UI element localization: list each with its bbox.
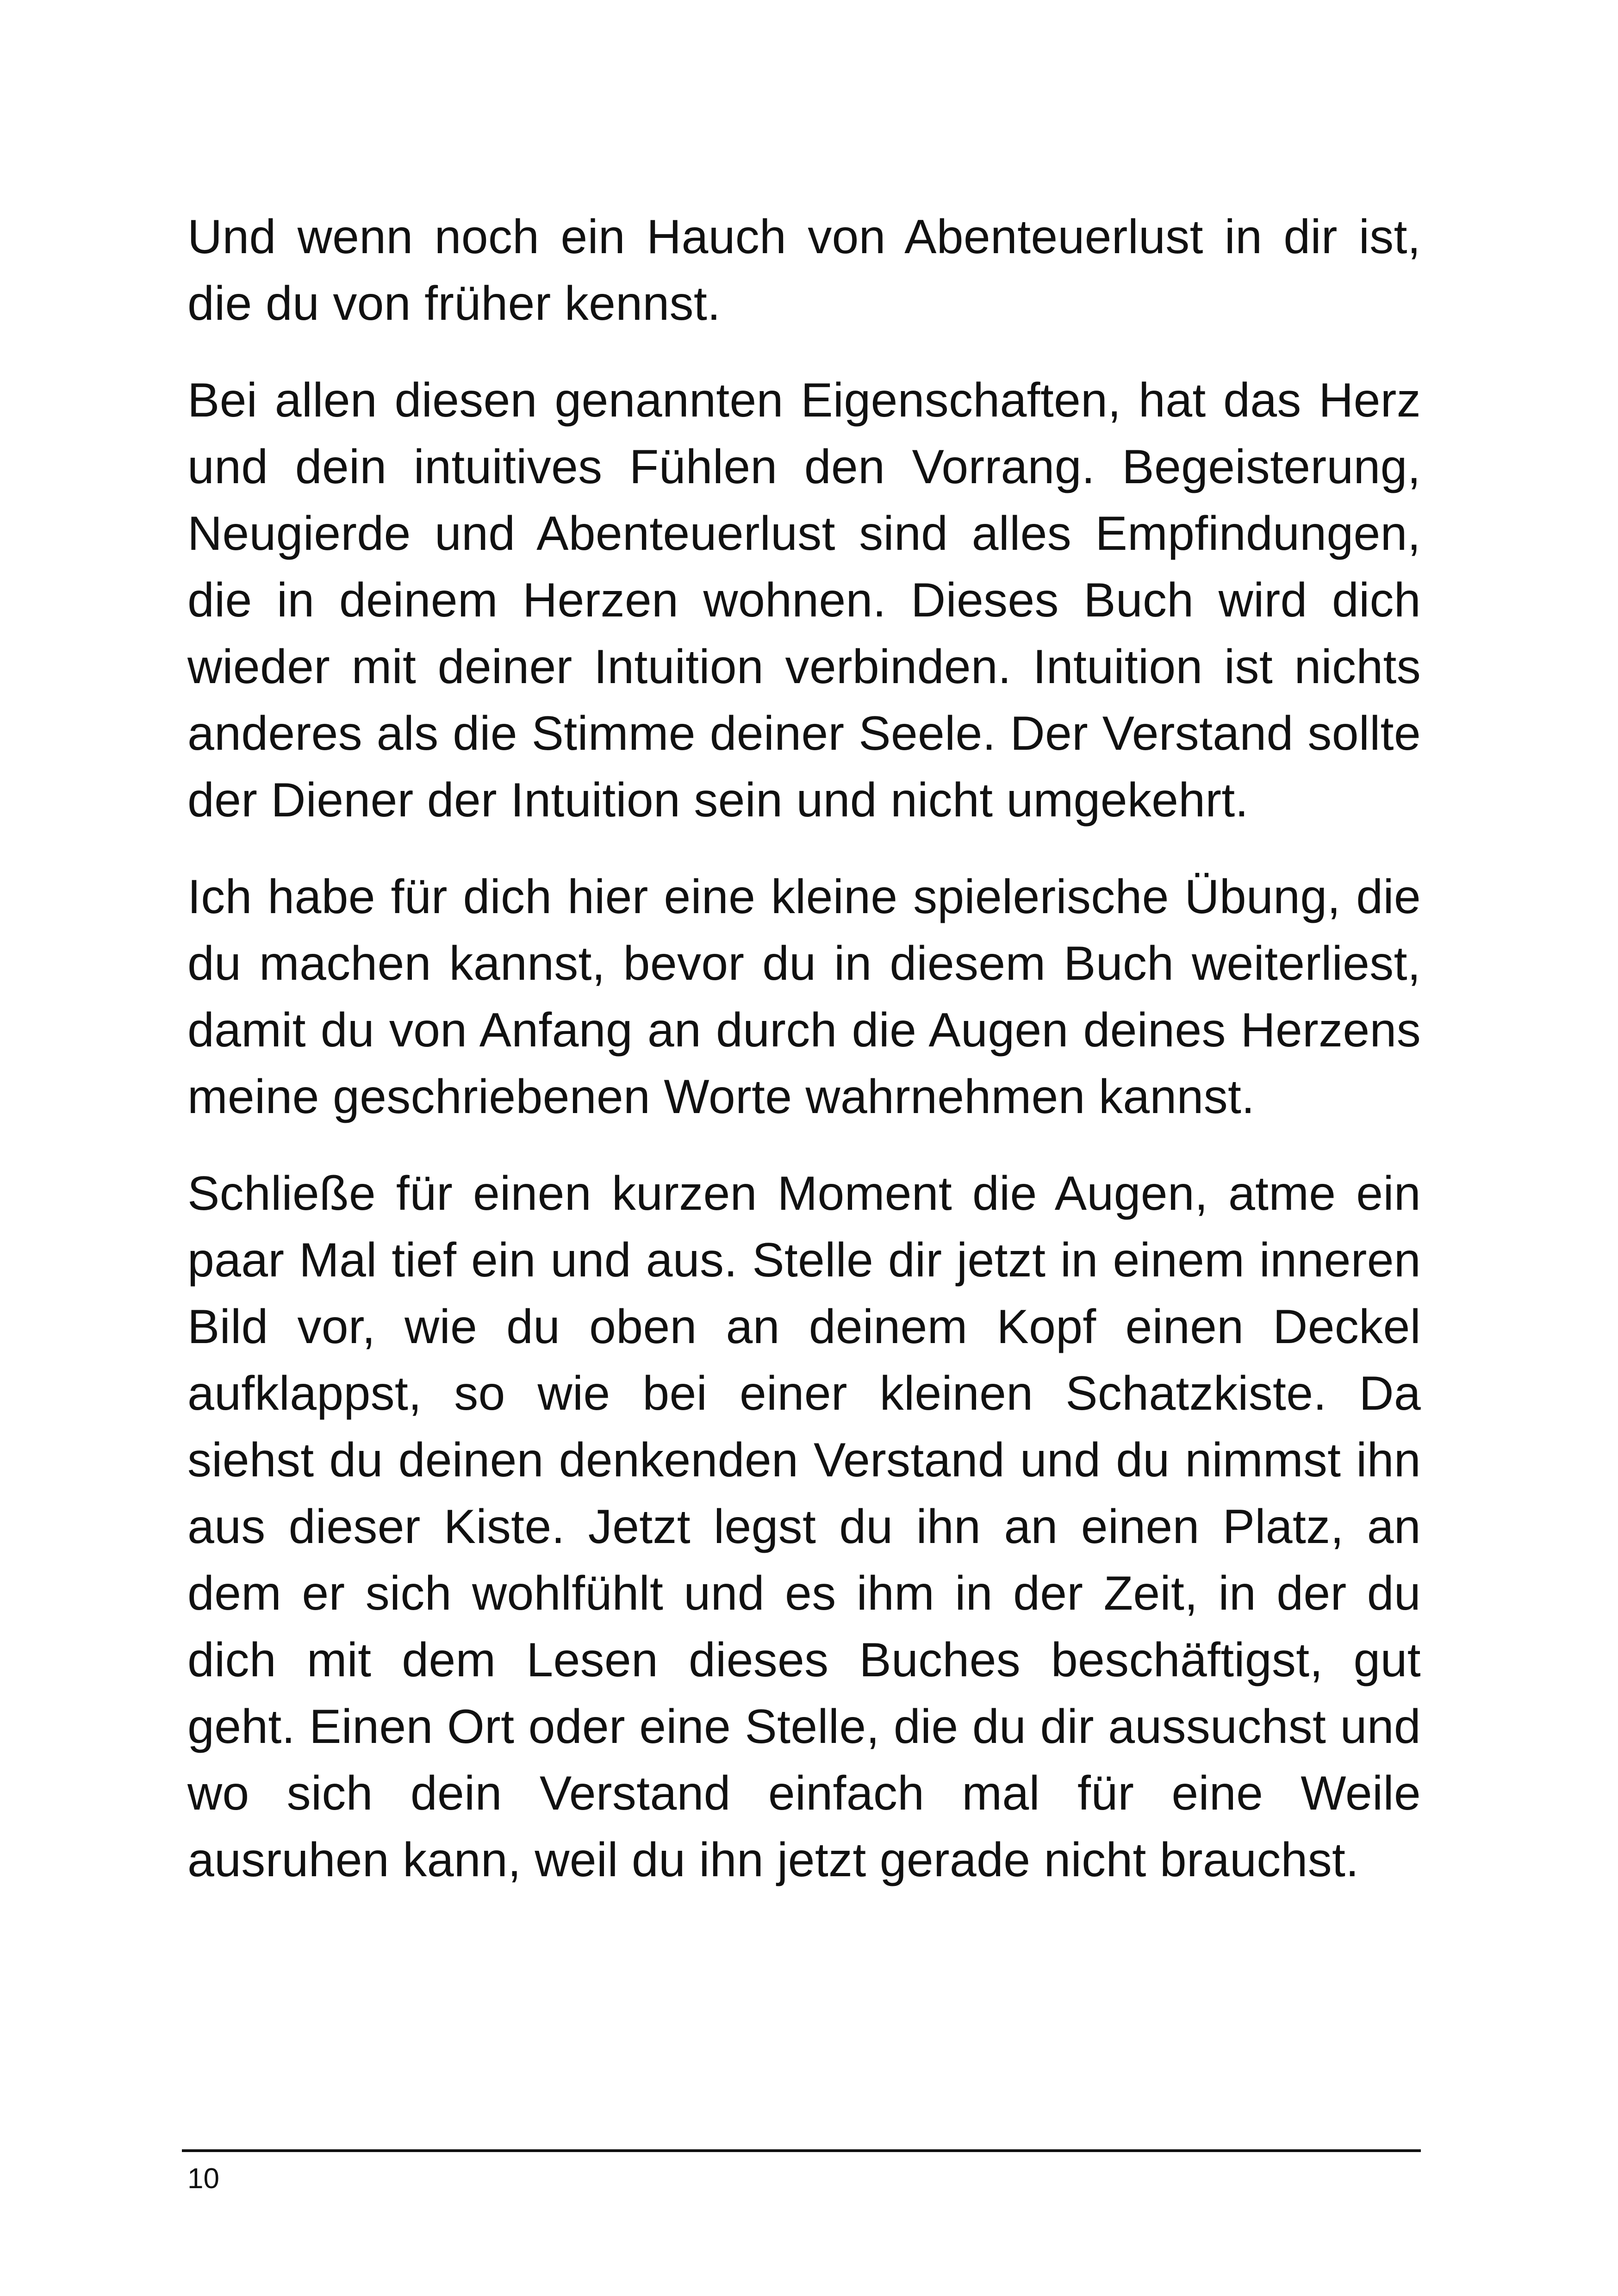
footer-divider [182, 2149, 1421, 2152]
paragraph-3: Ich habe für dich hier eine kleine spielerische Übung, die du machen kannst, bevor du in diesem Buch weiterliest, damit du von Anfang an durch die Augen deines Herzens meine geschriebenen Worte wahrnehmen kannst. [187, 870, 1421, 1124]
paragraph-4: Schließe für einen kurzen Moment die Augen, atme ein paar Mal tief ein und aus. Stelle dir jetzt in einem inneren Bild vor, wie du oben an deinem Kopf einen Deckel aufklappst, so wie bei einer kleinen Schatzkiste. Da siehst du deinen denkenden Verstand und du nimmst ihn aus dieser Kiste. Jetzt legst du ihn an einen Platz, an dem er sich wohlfühlt und es ihm in der Zeit, in der du dich mit dem Lesen dieses Buches beschäftigst, gut geht. Einen Ort oder eine Stelle, die du dir aussuchst und wo sich dein Verstand einfach mal für eine Weile ausruhen kann, weil du ihn jetzt gerade nicht brauchst. [187, 1167, 1421, 1887]
page-number: 10 [187, 2163, 219, 2195]
page-body [187, 204, 1421, 1893]
paragraph-2: Bei allen diesen genannten Eigenschaften, hat das Herz und dein intuitives Fühlen den Vorrang. Begeisterung, Neugierde und Abenteuerlust sind alles Empfindungen, die in deinem Herzen wohnen. Dieses Buch wird dich wieder mit deiner Intuition verbinden. Intuition ist nichts anderes als die Stimme deiner Seele. Der Verstand sollte der Diener der Intuition sein und nicht umgekehrt. [187, 373, 1421, 827]
paragraph-1: Und wenn noch ein Hauch von Abenteuerlust in dir ist, die du von früher kennst. [187, 210, 1421, 330]
